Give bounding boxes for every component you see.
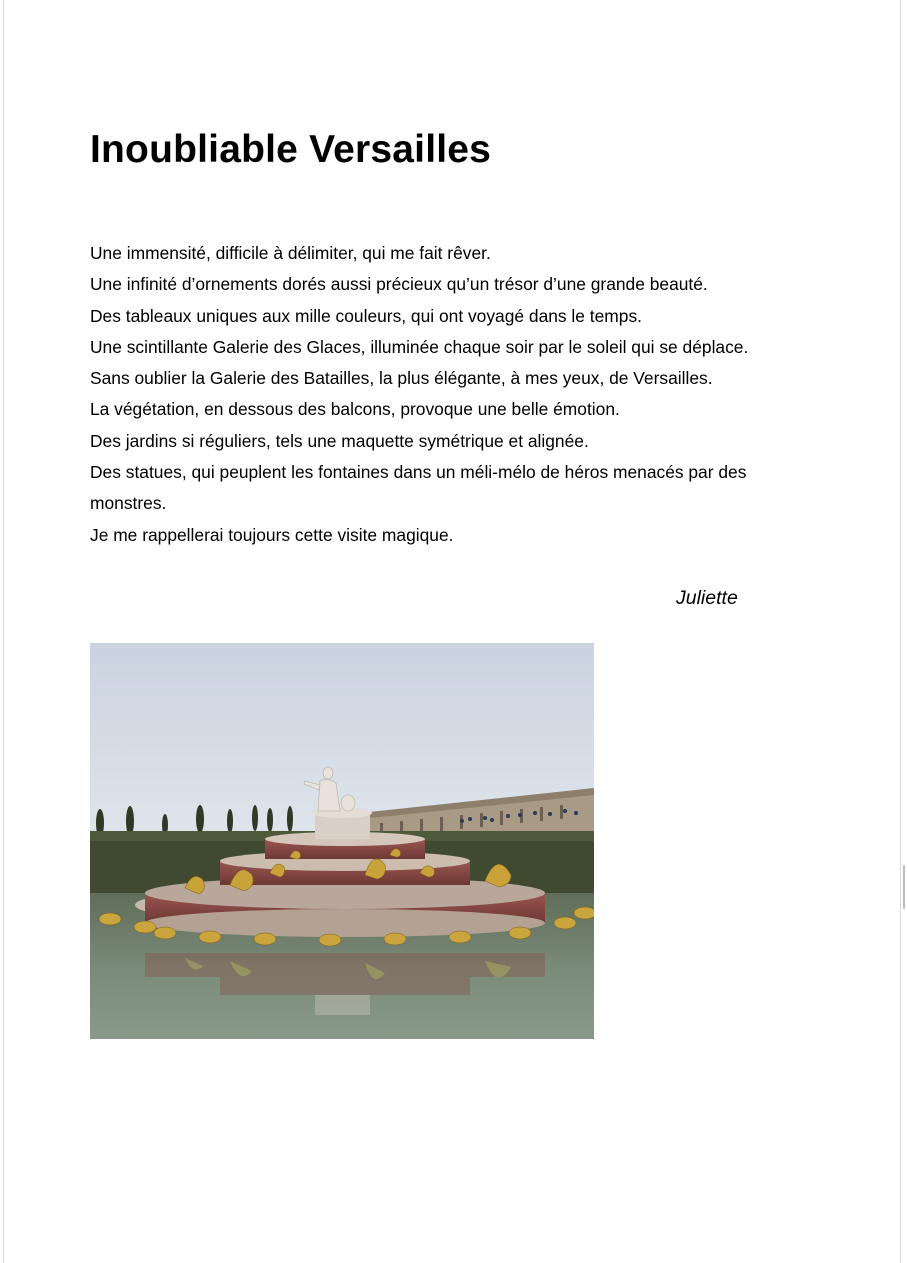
poem-body [90,238,790,551]
poem-line: Sans oublier la Galerie des Batailles, la plus élégante, à mes yeux, de Versailles. [90,368,713,389]
scrollbar-thumb[interactable] [903,865,905,909]
poem-line: Une infinité d’ornements dorés aussi précieux qu’un trésor d’une grande beauté. [90,274,708,295]
poem-line: Une scintillante Galerie des Glaces, illuminée chaque soir par le soleil qui se déplace. [90,336,749,357]
poem-line: Je me rappellerai toujours cette visite magique. [90,524,454,545]
poem-line: La végétation, en dessous des balcons, provoque une belle émotion. [90,399,620,420]
poem-line: Des tableaux uniques aux mille couleurs, qui ont voyagé dans le temps. [90,305,642,326]
poem-line: Des jardins si réguliers, tels une maquette symétrique et alignée. [90,430,589,451]
poem-title: Inoubliable Versailles [90,128,492,171]
document-page [3,0,901,1263]
signature: Juliette [676,587,738,609]
poem-line: Une immensité, difficile à délimiter, qui me fait rêver. [90,243,491,263]
fountain-photo [90,643,594,1039]
poem-line: Des statues, qui peuplent les fontaines dans un méli-mélo de héros menacés par des monstres. [90,462,747,514]
